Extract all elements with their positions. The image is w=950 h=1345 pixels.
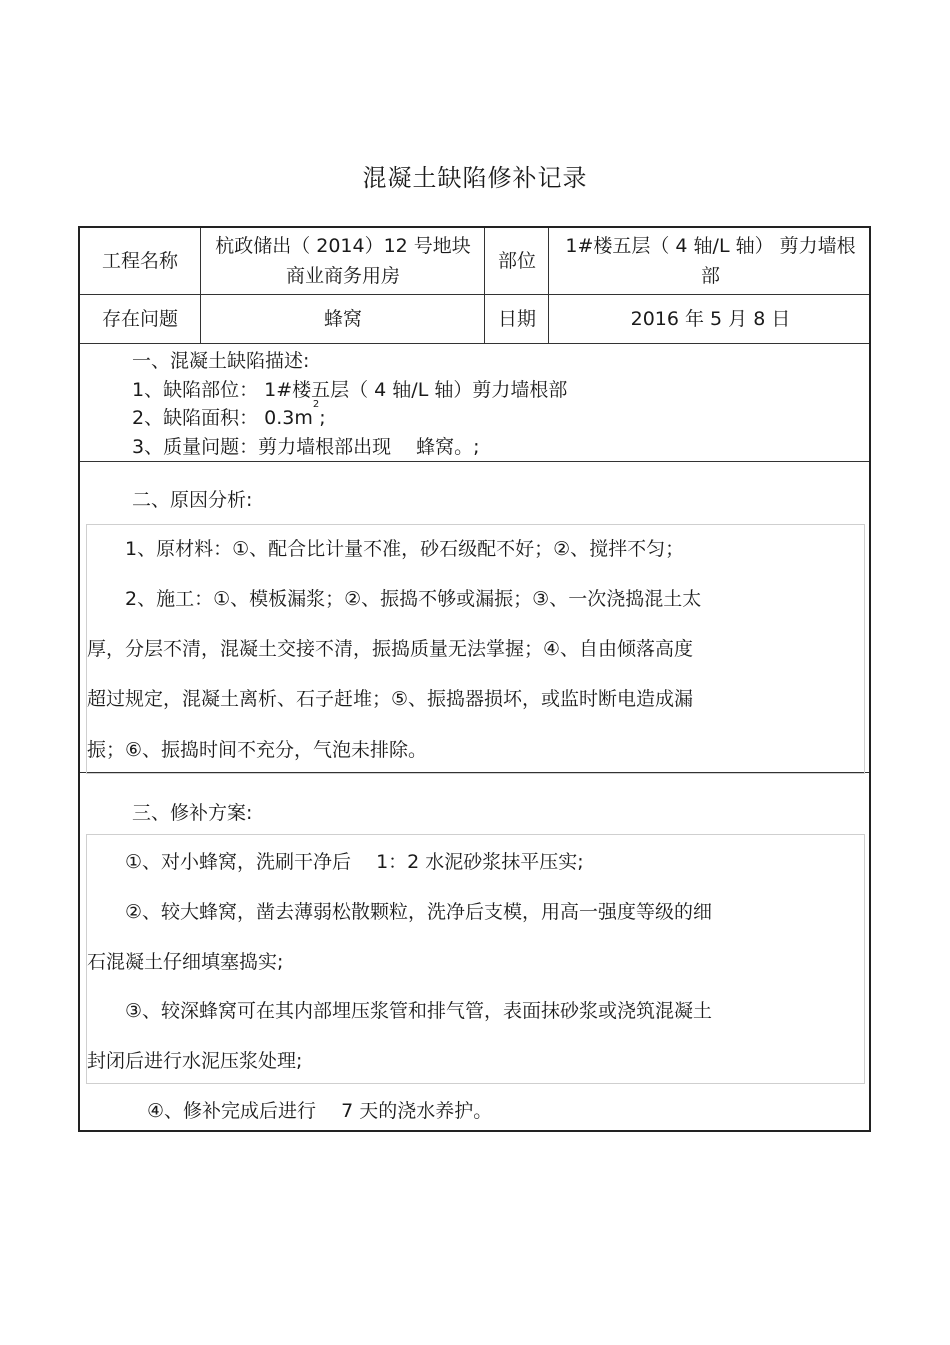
defect-location: 1、缺陷部位： 1#楼五层（ 4 轴/L 轴）剪力墙根部 — [132, 379, 568, 401]
cause-line: 1、原材料：①、配合比计量不准，砂石级配不好；②、搅拌不匀； — [125, 538, 685, 560]
date-value: 2016 年 5 月 8 日 — [630, 308, 791, 330]
cause-line: 厚，分层不清，混凝土交接不清，振捣质量无法掌握；④、自由倾落高度 — [87, 638, 694, 660]
defect-area-exponent: 2 — [312, 399, 320, 410]
column-divider — [484, 228, 485, 343]
location-value: 1#楼五层（ 4 轴/L 轴） 剪力墙根部 — [565, 235, 856, 287]
column-divider — [200, 228, 201, 343]
repair-line: ②、较大蜂窝，凿去薄弱松散颗粒，洗净后支模，用高一强度等级的细 — [125, 901, 713, 923]
repair-line: ①、对小蜂窝，洗刷干净后 1：2 水泥砂浆抹平压实; — [125, 851, 584, 873]
cause-line: 振；⑥、振捣时间不充分，气泡未排除。 — [87, 739, 428, 761]
defect-area-text: 2、缺陷面积： 0.3m — [132, 407, 313, 429]
location-label: 部位 — [497, 250, 536, 272]
project-name-value: 杭政储出（ 2014）12 号地块商业商务用房 — [215, 235, 471, 287]
curing-line: ④、修补完成后进行 7 天的浇水养护。 — [147, 1100, 493, 1122]
date-label: 日期 — [497, 308, 536, 330]
issue-label: 存在问题 — [101, 308, 178, 330]
record-table — [78, 226, 871, 1132]
section3-heading: 三、修补方案: — [132, 802, 253, 824]
cause-line: 2、施工：①、模板漏浆；②、振捣不够或漏振；③、一次浇捣混土太 — [125, 588, 702, 610]
cause-line: 超过规定，混凝土离析、石子赶堆；⑤、振捣器损坏，或监时断电造成漏 — [87, 688, 694, 710]
repair-line: ③、较深蜂窝可在其内部埋压浆管和排气管，表面抹砂浆或浇筑混凝土 — [125, 1000, 713, 1022]
quality-issue: 3、质量问题：剪力墙根部出现 蜂窝。; — [132, 436, 480, 458]
repair-line: 封闭后进行水泥压浆处理; — [87, 1050, 303, 1072]
project-name-label: 工程名称 — [101, 250, 178, 272]
repair-line: 石混凝土仔细填塞捣实; — [87, 951, 284, 973]
section2-heading: 二、原因分析: — [132, 489, 253, 511]
row-divider — [80, 343, 869, 344]
issue-value: 蜂窝 — [323, 308, 362, 330]
document-title: 混凝土缺陷修补记录 — [362, 164, 588, 192]
defect-area — [132, 399, 326, 430]
defect-area-suffix: ; — [319, 407, 326, 429]
section1-heading: 一、混凝土缺陷描述: — [132, 350, 310, 372]
row-divider — [80, 461, 869, 462]
column-divider — [548, 228, 549, 343]
